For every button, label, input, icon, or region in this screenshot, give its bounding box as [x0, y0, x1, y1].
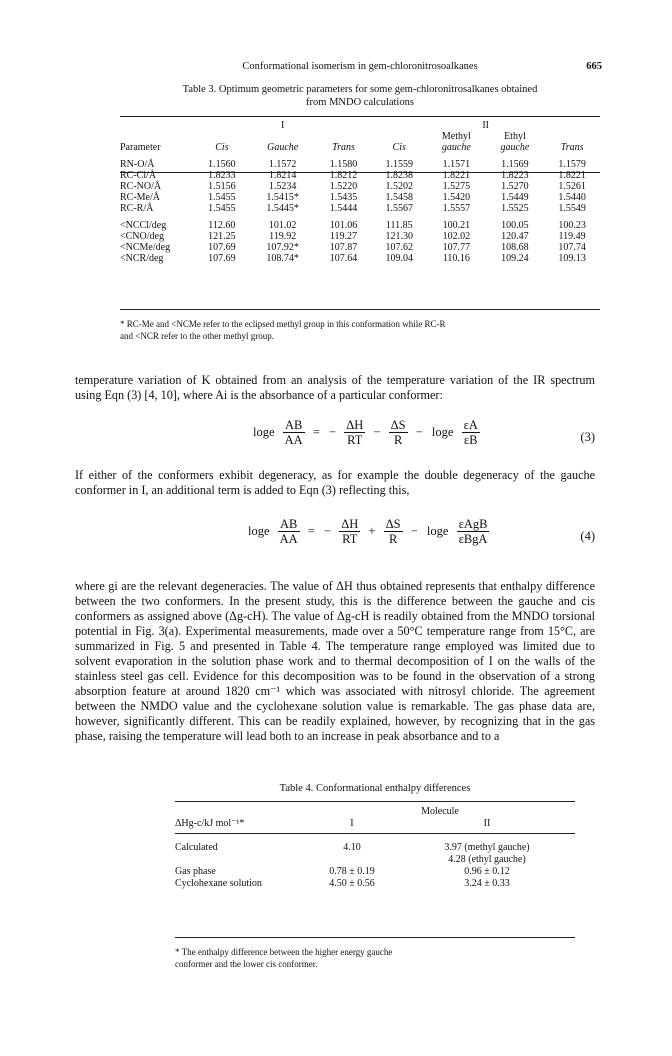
table-cell: 1.5220: [329, 181, 358, 192]
table-cell: 107.74: [558, 242, 586, 253]
table-cell: 107.69: [208, 253, 236, 264]
eq3-equals: =: [312, 425, 320, 439]
table-cell: Calculated: [175, 842, 218, 853]
table3-group-II: II: [482, 120, 489, 131]
table-cell: 4.50 ± 0.56: [329, 878, 375, 889]
table-cell: <CNO/deg: [120, 231, 164, 242]
table-cell: RC-Me/Å: [120, 192, 160, 203]
eq3-minus-2: −: [373, 425, 381, 439]
table4-col-II: II: [483, 818, 491, 829]
table-cell: 107.92*: [266, 242, 299, 253]
table-cell: 1.5435: [329, 192, 358, 203]
eq3-ds-fraction: $\frac{\Delta S}{R}$: [390, 418, 406, 447]
table-cell: 1.5557: [442, 203, 471, 214]
table-cell: 1.1579: [558, 159, 586, 170]
eq3-lhs-fraction: $\frac{AB}{AA}$: [284, 418, 303, 447]
table4-caption: Table 4. Conformational enthalpy differences: [279, 783, 471, 794]
table4: [175, 806, 575, 890]
table-cell: 121.30: [385, 231, 413, 242]
table-row: [175, 842, 575, 854]
table-cell: 1.5444: [329, 203, 358, 214]
table-row: [120, 203, 600, 214]
table-cell: 107.87: [329, 242, 358, 253]
table-cell: <NCMe/deg: [120, 242, 171, 253]
table-cell: 1.8212: [329, 170, 358, 181]
table-cell: 107.62: [385, 242, 413, 253]
table4-col-I: I: [350, 818, 354, 829]
eq4-minus-2: −: [410, 524, 418, 538]
table-cell: 1.5234: [268, 181, 297, 192]
page-number: 665: [586, 61, 602, 72]
table-cell: 109.04: [385, 253, 413, 264]
table-cell: 100.23: [558, 220, 586, 231]
table-cell: RC-R/Å: [120, 203, 154, 214]
eq4-ds-fraction: $\frac{\Delta S}{R}$: [385, 517, 401, 546]
eq3-log-2: loge: [431, 425, 454, 439]
table-cell: 108.74*: [266, 253, 299, 264]
table-row: [175, 866, 575, 878]
table-cell: 107.77: [442, 242, 471, 253]
table-row: [120, 231, 600, 242]
table-cell: 0.96 ± 0.12: [464, 866, 510, 877]
table3-ethyl-top: Ethyl: [504, 131, 526, 142]
equation-4-expression: [245, 517, 491, 546]
table-cell: RC-Cl/Å: [120, 170, 157, 181]
eq4-log-2: loge: [426, 524, 449, 538]
table3-col-methyl-gauche: gauche: [441, 142, 471, 153]
equation-3: [75, 418, 595, 458]
table-cell: 119.27: [329, 231, 358, 242]
eq3-minus: −: [329, 425, 337, 439]
table3-footnote: [120, 318, 600, 342]
table-row: [120, 220, 600, 231]
eq4-eps-fraction: $\frac{\text{εAgB}}{\text{εBgA}}$: [458, 517, 488, 546]
table-cell: 1.8214: [268, 170, 297, 181]
table3-col-cis: Cis: [215, 142, 229, 153]
table-cell: 119.49: [558, 231, 586, 242]
table-cell: 1.8233: [208, 170, 236, 181]
table3-col-gauche: Gauche: [267, 142, 299, 153]
table-cell: 1.5270: [501, 181, 529, 192]
table3-col-parameter: Parameter: [120, 142, 161, 153]
table-cell: 100.05: [501, 220, 529, 231]
eq3-eps-fraction: $\frac{\varepsilon A}{\varepsilon B}$: [463, 418, 478, 447]
table-cell: 1.5202: [385, 181, 413, 192]
eq4-lhs-fraction: $\frac{AB}{AA}$: [279, 517, 298, 546]
table-cell: Cyclohexane solution: [175, 878, 262, 889]
table3-caption: [120, 83, 600, 109]
table-cell: 1.5455: [208, 203, 236, 214]
table-cell: RN-O/Å: [120, 159, 155, 170]
paragraph-2-text: If either of the conformers exhibit degeneracy, as for example the double degeneracy of the gauche conformer in I, an additional term is added to Eqn (3) reflecting this,: [75, 468, 595, 497]
table-cell: 3.97 (methyl gauche): [444, 842, 530, 853]
table-cell: 107.69: [208, 242, 236, 253]
table-cell: 1.1580: [329, 159, 358, 170]
table-row: [120, 170, 600, 181]
table-cell: 0.78 ± 0.19: [329, 866, 375, 877]
equation-3-number: (3): [580, 430, 595, 444]
table-row: [120, 192, 600, 203]
table-cell: 1.8221: [558, 170, 586, 181]
table3-methyl-top: Methyl: [441, 131, 471, 142]
table-cell: 1.5455: [208, 192, 236, 203]
table-cell: 1.5525: [501, 203, 529, 214]
table-row: [120, 181, 600, 192]
table-cell: 101.02: [268, 220, 297, 231]
paragraph-2: [75, 468, 595, 498]
table-cell: 1.1559: [385, 159, 413, 170]
table-cell: 4.28 (ethyl gauche): [448, 854, 526, 865]
table-cell: 100.21: [442, 220, 471, 231]
table-cell: 1.5261: [558, 181, 586, 192]
table-cell: <NCCl/deg: [120, 220, 167, 231]
table4-footnote: [175, 946, 575, 970]
table-cell: 121.25: [208, 231, 236, 242]
table-cell: 1.5156: [208, 181, 236, 192]
table-cell: RC-NO/Å: [120, 181, 162, 192]
table3: [120, 120, 600, 264]
table3-col-trans: Trans: [332, 142, 355, 153]
table3-group-I: I: [281, 120, 285, 131]
table-row: [120, 242, 600, 253]
paragraph-3-text: where gi are the relevant degeneracies. The value of ΔH thus obtained represents that enthalpy difference between the two conformers. In the present study, this is the difference between the gauche and cis conformers as assigned above (Δg-cH). The value of Δg-cH is readily obtained from the MNDO torsional potential in Fig. 3(a). Experimental measurements, made over a 50°C temperature range from 15°C, are summarized in Fig. 5 and presented in Table 4. The temperature range employed was limited due to solvent evaporation in the solution phase work and to thermal decomposition of I on the walls of the stainless steel gas cell. Evidence for this decomposition was to be found in the observation of a strong absorption feature at around 1820 cm⁻¹ which was associated with nitrosyl chloride. The agreement between the NMDO value and the cyclohexane solution value is remarkable. The gas phase data are, however, significantly different. This can be readily explained, however, by recognizing that in the gas phase, raising the temperature will lead both to an increase in peak absorbance and to a: [75, 579, 595, 743]
table3-col-cis2: Cis: [392, 142, 406, 153]
table-cell: 1.5445*: [266, 203, 299, 214]
eq3-minus-3: −: [415, 425, 423, 439]
table-cell: 4.10: [343, 842, 361, 853]
eq4-log: loge: [248, 524, 270, 538]
table-cell: 1.8223: [501, 170, 529, 181]
table3-footnote-line1: * RC-Me and <NCMe refer to the eclipsed methyl group in this conformation while RC-R: [120, 319, 446, 329]
table-cell: 1.5440: [558, 192, 586, 203]
table-cell: 1.5549: [558, 203, 586, 214]
table-cell: 1.8238: [385, 170, 413, 181]
table-cell: 109.24: [501, 253, 529, 264]
running-head: [120, 61, 600, 77]
table-cell: 3.24 ± 0.33: [464, 878, 510, 889]
table-cell: 1.8221: [442, 170, 471, 181]
table4-footnote-line2: conformer and the lower cis conformer.: [175, 959, 318, 969]
table-cell: 1.1560: [208, 159, 236, 170]
table-cell: 101.06: [329, 220, 358, 231]
table-cell: <NCR/deg: [120, 253, 164, 264]
table-cell: 102.02: [442, 231, 471, 242]
table-row: [175, 854, 575, 866]
table-cell: 1.5275: [442, 181, 471, 192]
table-cell: 108.68: [501, 242, 529, 253]
table-cell: 1.5458: [385, 192, 413, 203]
table3-footnote-line2: and <NCR refer to the other methyl group.: [120, 331, 275, 341]
table4-col-label: ΔHg-c/kJ mol⁻¹*: [175, 818, 245, 829]
table-cell: 1.5567: [385, 203, 413, 214]
equation-4-number: (4): [580, 529, 595, 543]
paragraph-1-text: temperature variation of K obtained from an analysis of the temperature variation of the IR spectrum using Eqn (3) [4, 10], where Ai is the absorbance of a particular conformer:: [75, 373, 595, 402]
eq4-minus: −: [324, 524, 332, 538]
table3-caption-line1: Table 3. Optimum geometric parameters for some gem-chloronitrosalkanes obtained: [182, 84, 538, 95]
equation-3-expression: [250, 418, 482, 447]
table3-col-trans2: Trans: [560, 142, 584, 153]
table3-caption-line2: from MNDO calculations: [306, 97, 414, 108]
table-cell: 110.16: [442, 253, 470, 264]
table-cell: 111.85: [385, 220, 413, 231]
eq4-equals: =: [307, 524, 315, 538]
table-row: [175, 878, 575, 890]
table3-bottom-rule: [120, 309, 600, 310]
table-cell: [175, 854, 305, 866]
eq4-plus: +: [368, 524, 376, 538]
eq3-dh-fraction: $\frac{\Delta H}{RT}$: [346, 418, 364, 447]
eq3-log: loge: [253, 425, 275, 439]
table-cell: 1.5420: [442, 192, 471, 203]
table-row: [120, 159, 600, 170]
table4-top-rule: [175, 801, 575, 802]
table4-molecule-header: Molecule: [421, 806, 459, 817]
equation-4: [75, 517, 595, 557]
table-cell: 1.5449: [501, 192, 529, 203]
table-cell: 1.5415*: [266, 192, 299, 203]
table-cell: 112.60: [208, 220, 236, 231]
table-cell: 1.1571: [442, 159, 471, 170]
running-head-title: Conformational isomerism in gem-chloronitrosoalkanes: [242, 61, 478, 72]
table4-bottom-rule: [175, 937, 575, 938]
table-cell: 1.1569: [501, 159, 529, 170]
table-cell: 109.13: [558, 253, 586, 264]
table-cell: Gas phase: [175, 866, 216, 877]
paragraph-3: [75, 579, 595, 744]
table-cell: 1.1572: [268, 159, 297, 170]
table3-col-ethyl-gauche: gauche: [500, 142, 530, 153]
table-cell: 107.64: [329, 253, 358, 264]
paragraph-1: [75, 373, 595, 403]
eq4-dh-fraction: $\frac{\Delta H}{RT}$: [341, 517, 359, 546]
table3-top-rule: [120, 116, 600, 117]
table-cell: 119.92: [269, 231, 297, 242]
table-cell: [305, 854, 399, 866]
table-cell: 120.47: [501, 231, 529, 242]
table-row: [120, 253, 600, 264]
table4-footnote-line1: * The enthalpy difference between the higher energy gauche: [175, 947, 393, 957]
